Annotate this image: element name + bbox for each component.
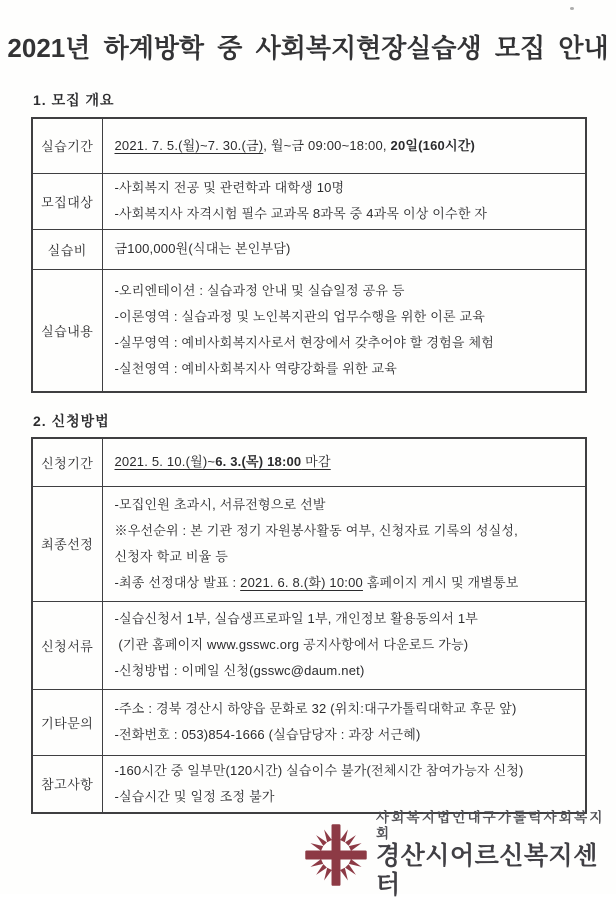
- table-row-notes: [32, 755, 586, 813]
- table-row-selection: [32, 486, 586, 601]
- recruitment-overview-table: [31, 117, 587, 393]
- text-line: -사회복지 전공 및 관련학과 대학생 10명: [114, 180, 345, 195]
- row-content-documents: [102, 601, 586, 689]
- row-label-period: 실습기간: [32, 118, 102, 173]
- org-parent-name: 사회복지법인대구가톨릭사회복지회: [376, 810, 605, 841]
- announce-prefix: -최종 선정대상 발표 :: [114, 574, 241, 590]
- period-dates: 2021. 7. 5.(월)~7. 30.(금): [114, 137, 264, 153]
- row-content-target: [102, 173, 586, 229]
- row-label-content: 실습내용: [32, 269, 102, 392]
- row-label-documents: 신청서류: [32, 601, 102, 689]
- text-line: -실무영역 : 예비사회복지사로서 현장에서 갖추어야 할 경험을 체험: [114, 335, 494, 351]
- application-method-table: [31, 437, 587, 814]
- text-line: -전화번호 : 053)854-1666 (실습담당자 : 과장 서근혜): [114, 727, 421, 742]
- apply-deadline: 6. 3.(목) 18:00: [215, 454, 302, 470]
- text-line: -160시간 중 일부만(120시간) 실습이수 불가(전체시간 참여가능자 신청): [114, 762, 524, 778]
- row-content-notes: [102, 755, 586, 813]
- row-content-content: [102, 269, 586, 392]
- table-row-content: [32, 269, 586, 392]
- period-hours: , 월~금 09:00~18:00,: [263, 137, 391, 153]
- table-row-fee: [32, 229, 586, 269]
- announce-date: 2021. 6. 8.(화) 10:00: [240, 574, 363, 590]
- text-line: -사회복지사 자격시험 필수 교과목 8과목 중 4과목 이상 이수한 자: [114, 206, 488, 221]
- row-label-notes: 참고사항: [32, 755, 102, 813]
- text-line: -실습신청서 1부, 실습생프로파일 1부, 개인정보 활용동의서 1부: [114, 611, 479, 626]
- table-row-target: [32, 173, 586, 229]
- text-line: 신청자 학교 비율 등: [114, 548, 228, 564]
- text-line: (기관 홈페이지 www.gsswc.org 공지사항에서 다운로드 가능): [114, 637, 469, 652]
- row-label-apply-period: 신청기간: [32, 438, 102, 486]
- row-label-target: 모집대상: [32, 173, 102, 229]
- apply-suffix: 마감: [301, 454, 331, 470]
- text-line: -실습시간 및 일정 조정 불가: [114, 788, 275, 804]
- text-line: -실천영역 : 예비사회복지사 역량강화를 위한 교육: [114, 361, 398, 377]
- table-row-contact: [32, 689, 586, 755]
- text-line: -주소 : 경북 경산시 하양읍 문화로 32 (위치:대구가톨릭대학교 후문 앞): [114, 701, 517, 716]
- row-label-selection: 최종선정: [32, 486, 102, 601]
- period-total: 20일(160시간): [390, 137, 476, 153]
- apply-range: [115, 454, 331, 469]
- text-line: -오리엔테이션 : 실습과정 안내 및 실습일정 공유 등: [114, 283, 405, 299]
- text-line: -이론영역 : 실습과정 및 노인복지관의 업무수행을 위한 이론 교육: [114, 309, 486, 325]
- table-row-period: [32, 118, 586, 173]
- scan-speck: [570, 7, 574, 10]
- org-logo-block: [303, 810, 616, 899]
- caritas-cross-icon: [303, 823, 369, 887]
- row-content-period: [102, 118, 586, 173]
- org-text: [376, 810, 616, 900]
- apply-start: 2021. 5. 10.(월)~: [114, 454, 216, 470]
- row-content-selection: [102, 486, 586, 601]
- section1-heading: 1. 모집 개요: [33, 92, 115, 108]
- row-content-fee: [102, 229, 586, 269]
- text-line: ※우선순위 : 본 기관 정기 자원봉사활동 여부, 신청자료 기록의 성실성,: [114, 522, 518, 538]
- text-line: 금100,000원(식대는 본인부담): [114, 241, 291, 256]
- row-label-contact: 기타문의: [32, 689, 102, 755]
- text-line: [115, 449, 582, 475]
- table-row-apply-period: [32, 438, 586, 486]
- text-line: -모집인원 초과시, 서류전형으로 선발: [114, 496, 326, 512]
- row-label-fee: 실습비: [32, 229, 102, 269]
- document-title: 2021년 하계방학 중 사회복지현장실습생 모집 안내: [7, 33, 609, 63]
- announce-suffix: 홈페이지 게시 및 개별통보: [362, 574, 519, 590]
- section2-heading: 2. 신청방법: [33, 413, 110, 429]
- text-line: -신청방법 : 이메일 신청(gsswc@daum.net): [114, 663, 365, 678]
- org-center-name: 경산시어르신복지센터: [376, 842, 598, 899]
- row-content-apply-period: [102, 438, 586, 486]
- text-line: [115, 570, 582, 596]
- row-content-contact: [102, 689, 586, 755]
- text-line: [115, 133, 582, 159]
- table-row-documents: [32, 601, 586, 689]
